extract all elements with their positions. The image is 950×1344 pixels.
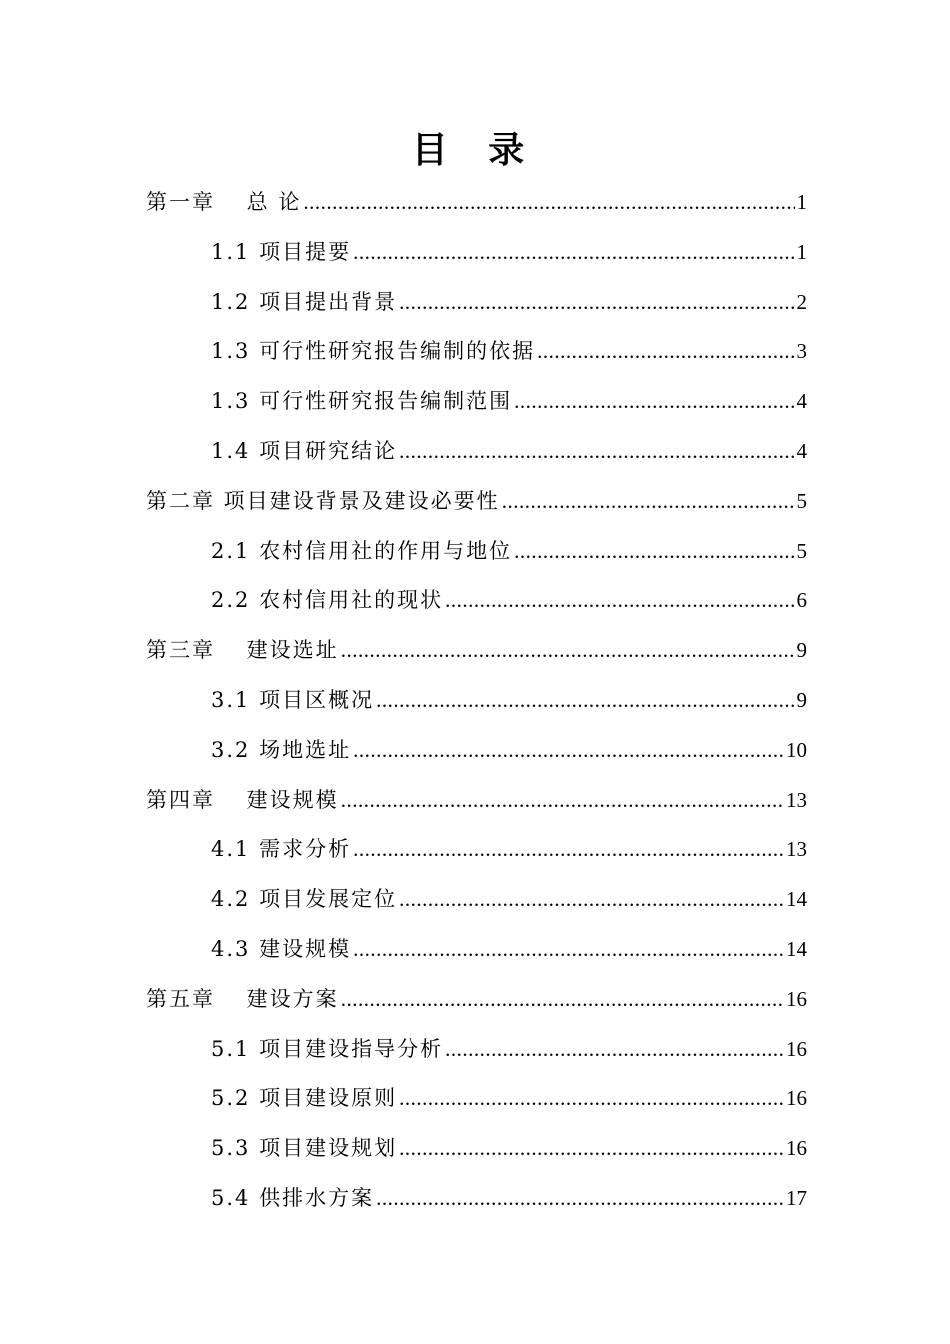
toc-dot-leader bbox=[341, 626, 795, 676]
toc-entry-label: 3.2 场地选址 bbox=[211, 737, 352, 762]
toc-dot-leader bbox=[399, 427, 794, 477]
toc-section-entry[interactable] bbox=[146, 1124, 807, 1174]
table-of-contents bbox=[146, 178, 807, 1224]
toc-dot-leader bbox=[537, 327, 794, 377]
toc-dot-leader bbox=[353, 825, 784, 875]
toc-page-number: 6 bbox=[796, 588, 807, 613]
toc-dot-leader bbox=[445, 1025, 784, 1075]
toc-entry-label: 5.3 项目建设规划 bbox=[211, 1136, 398, 1161]
toc-dot-leader bbox=[399, 1074, 784, 1124]
toc-page-number: 1 bbox=[796, 190, 807, 214]
toc-section-entry[interactable] bbox=[146, 576, 807, 626]
toc-section-entry[interactable] bbox=[146, 278, 807, 328]
toc-page-number: 4 bbox=[796, 389, 807, 414]
toc-entry-label: 5.2 项目建设原则 bbox=[211, 1086, 398, 1111]
toc-page-number: 13 bbox=[786, 787, 807, 812]
toc-page-number: 17 bbox=[786, 1185, 807, 1210]
toc-dot-leader bbox=[303, 178, 794, 228]
toc-page-number: 14 bbox=[786, 936, 807, 961]
toc-page-number: 16 bbox=[786, 1036, 807, 1061]
toc-section-entry[interactable] bbox=[146, 676, 807, 726]
toc-entry-label: 4.3 建设规模 bbox=[211, 936, 352, 961]
toc-dot-leader bbox=[341, 776, 784, 826]
toc-entry-label: 第五章 建设方案 bbox=[146, 986, 339, 1011]
toc-page-number: 1 bbox=[796, 239, 807, 264]
page-title: 目 录 bbox=[411, 129, 539, 171]
toc-entry-label: 4.2 项目发展定位 bbox=[211, 887, 398, 912]
toc-entry-label: 1.4 项目研究结论 bbox=[211, 438, 398, 463]
toc-page-number: 5 bbox=[796, 488, 807, 513]
toc-page-number: 16 bbox=[786, 1086, 807, 1111]
toc-dot-leader bbox=[341, 975, 784, 1025]
toc-section-entry[interactable] bbox=[146, 726, 807, 776]
toc-chapter-entry[interactable] bbox=[146, 477, 807, 527]
toc-page-number: 4 bbox=[796, 438, 807, 463]
toc-page-number: 10 bbox=[786, 737, 807, 762]
toc-entry-label: 1.3 可行性研究报告编制范围 bbox=[211, 389, 513, 414]
toc-entry-label: 5.1 项目建设指导分析 bbox=[211, 1036, 444, 1061]
toc-dot-leader bbox=[353, 925, 784, 975]
toc-dot-leader bbox=[399, 278, 794, 328]
toc-dot-leader bbox=[514, 527, 794, 577]
toc-page-number: 2 bbox=[796, 289, 807, 314]
toc-dot-leader bbox=[353, 228, 794, 278]
toc-entry-label: 2.2 农村信用社的现状 bbox=[211, 588, 444, 613]
toc-section-entry[interactable] bbox=[146, 377, 807, 427]
toc-dot-leader bbox=[399, 875, 784, 925]
toc-section-entry[interactable] bbox=[146, 327, 807, 377]
toc-section-entry[interactable] bbox=[146, 925, 807, 975]
toc-chapter-entry[interactable] bbox=[146, 776, 807, 826]
toc-entry-label: 3.1 项目区概况 bbox=[211, 687, 375, 712]
toc-page-number: 5 bbox=[796, 538, 807, 563]
toc-dot-leader bbox=[376, 1174, 784, 1224]
toc-section-entry[interactable] bbox=[146, 825, 807, 875]
toc-section-entry[interactable] bbox=[146, 228, 807, 278]
toc-page-number: 3 bbox=[796, 339, 807, 364]
toc-page-number: 16 bbox=[786, 986, 807, 1011]
toc-page-number: 9 bbox=[796, 638, 807, 663]
toc-entry-label: 第二章 项目建设背景及建设必要性 bbox=[146, 488, 500, 513]
toc-entry-label: 第三章 建设选址 bbox=[146, 638, 339, 663]
toc-chapter-entry[interactable] bbox=[146, 975, 807, 1025]
toc-section-entry[interactable] bbox=[146, 1074, 807, 1124]
toc-dot-leader bbox=[502, 477, 795, 527]
toc-entry-label: 第四章 建设规模 bbox=[146, 787, 339, 812]
toc-entry-label: 5.4 供排水方案 bbox=[211, 1185, 375, 1210]
toc-dot-leader bbox=[445, 576, 794, 626]
toc-chapter-entry[interactable] bbox=[146, 178, 807, 228]
toc-dot-leader bbox=[376, 676, 794, 726]
toc-dot-leader bbox=[514, 377, 794, 427]
toc-chapter-entry[interactable] bbox=[146, 626, 807, 676]
toc-entry-label: 第一章 总 论 bbox=[146, 190, 302, 214]
toc-entry-label: 2.1 农村信用社的作用与地位 bbox=[211, 538, 513, 563]
toc-entry-label: 1.3 可行性研究报告编制的依据 bbox=[211, 339, 536, 364]
toc-page-number: 14 bbox=[786, 887, 807, 912]
toc-page-number: 13 bbox=[786, 837, 807, 862]
toc-entry-label: 4.1 需求分析 bbox=[211, 837, 352, 862]
toc-section-entry[interactable] bbox=[146, 527, 807, 577]
toc-dot-leader bbox=[353, 726, 784, 776]
toc-page-number: 9 bbox=[796, 687, 807, 712]
toc-entry-label: 1.1 项目提要 bbox=[211, 239, 352, 264]
toc-entry-label: 1.2 项目提出背景 bbox=[211, 289, 398, 314]
toc-page-number: 16 bbox=[786, 1136, 807, 1161]
toc-section-entry[interactable] bbox=[146, 875, 807, 925]
toc-section-entry[interactable] bbox=[146, 1025, 807, 1075]
toc-section-entry[interactable] bbox=[146, 1174, 807, 1224]
toc-section-entry[interactable] bbox=[146, 427, 807, 477]
toc-dot-leader bbox=[399, 1124, 784, 1174]
